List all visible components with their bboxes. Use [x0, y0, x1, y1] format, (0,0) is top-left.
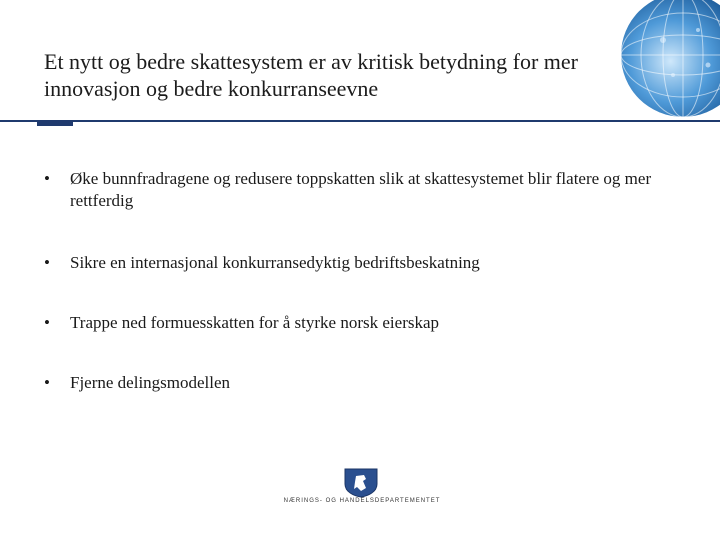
- title-underline-accent: [37, 120, 73, 126]
- title-underline: [0, 120, 720, 122]
- bullet-item: [44, 168, 664, 212]
- bullet-item: [44, 372, 664, 394]
- ministry-name: NÆRINGS- OG HANDELSDEPARTEMENTET: [283, 498, 441, 504]
- bullet-marker: •: [44, 373, 50, 392]
- bullet-text: Øke bunnfradragene og redusere toppskatten slik at skattesystemet blir flatere og mer rettferdig: [70, 169, 652, 210]
- bullet-text: Fjerne delingsmodellen: [70, 373, 231, 392]
- bullet-marker: •: [44, 313, 50, 332]
- bullet-item: [44, 312, 664, 334]
- ministry-logo: [276, 468, 448, 512]
- coat-of-arms-icon: [344, 468, 378, 498]
- bullet-text: Sikre en internasjonal konkurransedyktig bedriftsbeskatning: [70, 253, 480, 272]
- bullet-marker: •: [44, 169, 50, 188]
- bullet-text: Trappe ned formuesskatten for å styrke norsk eierskap: [70, 313, 440, 332]
- globe-icon: [618, 0, 720, 120]
- bullet-item: [44, 252, 664, 274]
- globe-decoration: [610, 0, 720, 120]
- slide-title: Et nytt og bedre skattesystem er av kritisk betydning for mer innovasjon og bedre konkurranseevne: [44, 49, 578, 101]
- bullet-list: [44, 168, 664, 394]
- bullet-marker: •: [44, 253, 50, 272]
